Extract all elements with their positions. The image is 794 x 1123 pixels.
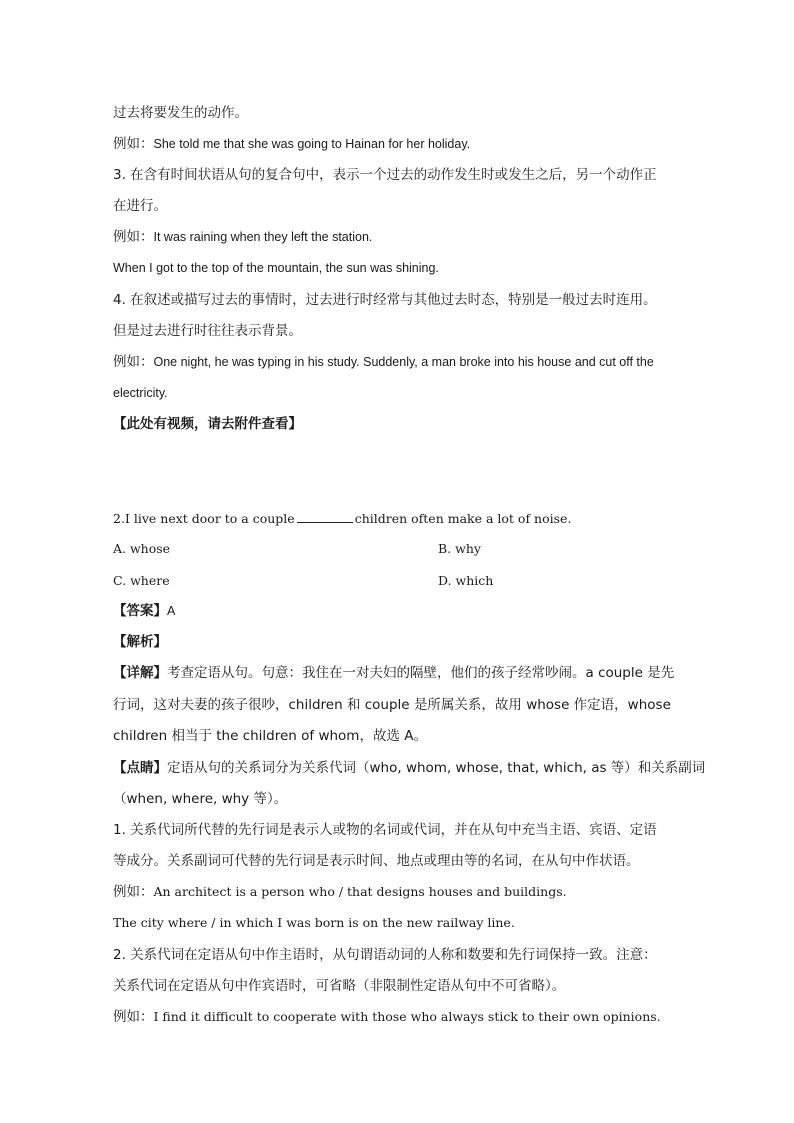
- detail-text: 考查定语从句。句意：我住在一对夫妇的隔壁，他们的孩子经常吵闹。a couple 是先: [167, 665, 675, 681]
- detail-text: children 相当于 the children of whom，故选 A。: [113, 728, 427, 744]
- question-stem: [113, 508, 571, 529]
- example-line: [113, 882, 567, 902]
- text-line: 但是过去进行时往往表示背景。: [113, 323, 302, 339]
- question-stem-after: children often make a lot of noise.: [354, 511, 572, 526]
- tip-text: 1. 关系代词所代替的先行词是表示人或物的名词或代词，并在从句中充当主语、宾语、定语: [113, 822, 657, 838]
- detail-text: 行词，这对夫妻的孩子很吵，children 和 couple 是所属关系，故用 whose 作定语，whose: [113, 697, 671, 713]
- tip-text: （when, where, why 等）。: [113, 791, 288, 807]
- example-label: 例如：: [113, 1009, 154, 1025]
- text-line: 过去将要发生的动作。: [113, 105, 248, 121]
- answer-blank: [297, 508, 353, 523]
- example-label: 例如：: [113, 229, 154, 245]
- example-label: 例如：: [113, 136, 154, 152]
- example-text: An architect is a person who / that designs houses and buildings.: [153, 884, 567, 899]
- text-line: 4. 在叙述或描写过去的事情时，过去进行时经常与其他过去时态，特别是一般过去时连用。: [113, 292, 657, 308]
- example-label: 例如：: [113, 884, 154, 900]
- example-text: She told me that she was going to Hainan for her holiday.: [153, 137, 471, 151]
- tip-label: 【点睛】: [113, 760, 167, 776]
- video-note: 【此处有视频，请去附件查看】: [113, 416, 302, 432]
- question-stem-before: 2.I live next door to a couple: [113, 511, 295, 526]
- example-text: I find it difficult to cooperate with those who always stick to their own opinions.: [153, 1009, 661, 1024]
- analysis-label: 【解析】: [113, 634, 167, 650]
- example-line: [113, 134, 470, 154]
- answer-value: A: [167, 604, 176, 618]
- option-c: C. where: [113, 573, 170, 588]
- option-b: B. why: [438, 541, 481, 556]
- tip-text: 等成分。关系副词可代替的先行词是表示时间、地点或理由等的名词，在从句中作状语。: [113, 853, 640, 869]
- example-line: [113, 227, 372, 247]
- example-label: 例如：: [113, 354, 154, 370]
- detail-line: [113, 663, 674, 683]
- tip-line: [113, 758, 705, 778]
- example-text: The city where / in which I was born is on the new railway line.: [113, 915, 515, 930]
- answer-line: [113, 601, 175, 621]
- tip-text: 关系代词在定语从句中作宾语时，可省略（非限制性定语从句中不可省略）。: [113, 978, 566, 994]
- example-text: It was raining when they left the station.: [153, 230, 373, 244]
- tip-text: 定语从句的关系词分为关系代词（who, whom, whose, that, which, as 等）和关系副词: [167, 760, 706, 776]
- example-text: electricity.: [113, 386, 168, 400]
- tip-text: 2. 关系代词在定语从句中作主语时，从句谓语动词的人称和数要和先行词保持一致。注意：: [113, 947, 657, 963]
- option-d: D. which: [438, 573, 494, 588]
- option-a: A. whose: [113, 541, 171, 556]
- example-line: [113, 352, 654, 372]
- text-line: 在进行。: [113, 198, 167, 214]
- detail-label: 【详解】: [113, 665, 167, 681]
- example-text: One night, he was typing in his study. Suddenly, a man broke into his house and cut off the: [153, 355, 654, 369]
- example-text: When I got to the top of the mountain, the sun was shining.: [113, 261, 439, 275]
- text-line: 3. 在含有时间状语从句的复合句中，表示一个过去的动作发生时或发生之后，另一个动作正: [113, 167, 657, 183]
- answer-label: 【答案】: [113, 603, 167, 619]
- example-line: [113, 1007, 661, 1027]
